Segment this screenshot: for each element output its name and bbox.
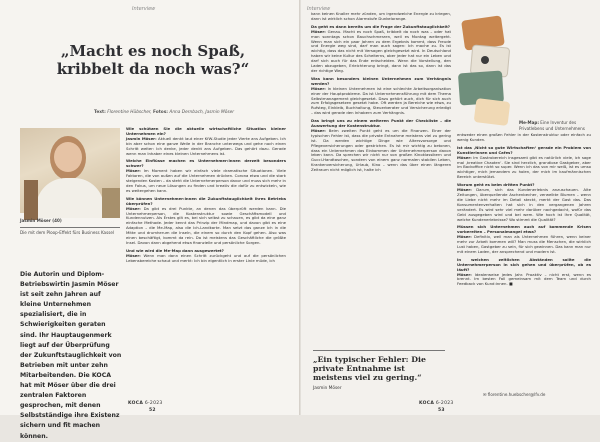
portrait-caption — [20, 218, 120, 236]
intro-paragraph: Die Autorin und Diplom-Betriebswirtin Jasmin Möser ist seit zehn Jahren auf kleine Unternehmen spezialisiert, die in Schwierigkeiten geraten sind. Ihr Hauptaugenmerk liegt auf der Überprüfung der Zukunftstauglichkeit von Betrieben mit unter zehn Mitarbeitenden. Die KOCA hat mit Möser über die drei zentralen Faktoren gesprochen, mit denen Selbstständige ihre Existenz sichern und fit machen können. — [20, 271, 122, 440]
me-map-image — [457, 16, 517, 128]
portrait-description: Die mit dem Ploop-Effekt fürs Business Kassel — [20, 230, 114, 236]
qa-block: Worum geht es beim dritten Punkt? Möser: Darum, sich das Kundenerlebnis anzuschauen. Alte Zeitungen, überquellende Aschenbecher, verwelkte Blumen – wenn die Liebe nicht mehr im Detail steckt, merkt der Gast das. Das Konsumentenverhalten hat sich in den vergangenen Jahren verändert. Es wird sehr viel mehr darüber nachgedacht, wofür das Geld ausgegeben wird und bei wem. Wie hoch ist Ihre Qualität, welche Kundenerlebnisse? Wo stimmt die Qualität? — [457, 182, 591, 222]
right-page — [301, 0, 600, 415]
page-number: 52 — [149, 408, 156, 413]
page-number: 53 — [438, 408, 445, 413]
qa-block: Da geht es dann bereits um die Frage der Zukunftstauglichkeit? Möser: Genau. Macht es noch Spaß, kribbelt da noch was – oder hat man sonntags schon Bauchschmerzen, weil es Montag weitergeht. Wenn man sich ein paar Jahren zu dem Ergebnis kommt, dass Freude und Energie weg sind, darf man auch sagen: Ich mache zu. Es ist wichtig, dass das nicht mit Versagen gleichgesetzt wird. In Deutschland haben wir keine Kultur des Scheiterns, aber jeder hat nur ein Leben und darf sich auch für das Ende entscheiden. Wenn die Vorstellung, den Laden abzugeben, Erleichterung bringt, dann ist das so, dann ist das der richtige Weg. — [311, 23, 451, 73]
qa-block: In welchen zeitlichen Abständen sollte die Unternehmerperson in sich gehen und überprüfen, ob es läuft? Möser: Idealerweise jedes Jahr. Proaktiv – nicht erst, wenn es brennt. Im besten Fall gemeinsam mit dem Team und durch Feedback von Kund:innen. ■ — [457, 256, 591, 287]
qa-block: Was kann besonders kleinen Unternehmen zum Verhängnis werden? Möser: In kleinen Unternehmen ist eine schlechte Arbeitsorganisation einer der Hauptprobleme. Da ist Unternehmensführung mit dem Thema Selbstmanagement gleichgesetzt. Dazu gehört auch, dich für sich auch zum Erfolgsgesetzen gesetzt habe. Oft werden ja Bereiche wie etwa, zu Rufsteg, Einkleib, Buchhaltung, Steuerberater und Versicherung erledigt – das wird gerade den Inhabern zum Verhängnis. — [311, 75, 451, 116]
page-category: Interview — [132, 6, 156, 12]
qa-block: Ist das ‚Nicht so gute Wirtschaften‘ gerade ein Problem von Kunstlerinnen und Cafes? Möser: Im Gastrobereich insgesamt gibt es natürlich viele, ich sage mal ‚kreative Chaoten‘. Sie sind herzlich, grandiose Gastgeber, aber im Backoffice nicht so super. Wenn ich das von mir weiß, ist es umso wichtiger, mich jemandem zu holen, der mich im kaufmännischen Bereich unterstützt. — [457, 144, 591, 180]
qa-block: Das bringt uns zu einem weiteren Punkt der Checkliste – die Auswertung der Kostenstruktur. Möser: Beim zweiten Punkt geht es um die Finanzen. Einer der typischen Fehler ist, dass die private Entnahme meistens viel zu gering ist. Da werden wichtige Dinge wie Altersvorsorge und Pflegeversicherungen oder gestrichen. Es ist mir wichtig zu betonen, dass ein Unternehmen das Einkommen der Unternehmerperson davon leben kann. Da sprechen wir nicht nur von großen Kinoklassikern und Gucci-Handtaschen, sondern von einem ganz normalen stabilen Leben, Krankenversicherung, Urlaub, Kino – wenn das über einen längeren Zeitraum nicht möglich ist, halte ich — [311, 118, 451, 173]
pull-quote-author: Jasmin Möser — [313, 386, 342, 392]
qa-block: Wie schützen Sie die aktuelle wirtschaftliche Situation kleiner Unternehmen ein? Jasmin Möser: Aktuell denkt laut einer KfW-Studie jeder Vierte ans Aufgeben. Ich bin aber schon eine ganze Weile in der Branche unterwegs und gehe noch einen Schritt weiter: Ich denke, jeder denkt ans Aufgeben. Das gehört dazu. Gerade wenn man Inhaber eines kleinen Unternehmens ist. — [126, 126, 286, 156]
page-footer: KOCA 6-2023 — [128, 401, 163, 406]
interview-column — [126, 127, 286, 397]
pull-quote-text: „Ein typischer Fehler: Die private Entnahme ist meistens viel zu gering.“ — [313, 354, 426, 382]
image-caption: Me-Map: Eine Inventur des Privatlebens und Unternehmens — [519, 120, 585, 131]
pull-quote — [313, 350, 445, 391]
qa-block: Müssen sich Unternehmen auch auf kommende Krisen vorbereiten – Personalmangel etwa? Möser: Definitiv, weil man als Unternehmen führen, wenn keiner mehr zur Arbeit kommen will? Man muss die Menschen, die wirklich Lust haben, Gastgeber zu sein, für sich gewinnen. Das kann man nur mit einem Laden, der ansprechend und modern ist. — [457, 224, 591, 254]
qa-block: Wie können Unternehmer:innen die Zukunftstauglichkeit ihres Betriebs überprüfen? Möser: Da gibt es drei Punkte, an denen das überprüft werden kann. Die Unternehmerperson, die Kostenstruktur sowie Geschäftsmodell und Kundennutzen. Als Erstes gilt es, bei sich selbst zu schauen, es gibt da eine ganz einfache Methode. Jeder kennt das Prinzip der Mindmap, und davon gibt es eine Adaption – die Me-Map, also die Ich-Landkarte. Man setzt das ganze Ich in die Mitte und drumherum die Inseln, die einem so durch den Kopf gehen. Also was einen beschäftigt, kommt da rein. Da ist meistens das Geschäftliche die größte Insel. Davon dann abgehend etwa finanzielle und persönliche Sorgen. — [126, 195, 286, 245]
portrait-name: Jasmin Möser (40) — [20, 218, 62, 223]
interview-column-1: kann keinen Knaller mehr zünden, um irgendwelche Energie zu kriegen, dann ist wirklich schon Alarmstufe Dunkelorange. Da geht es dann bereits um die Frage der Zukunftstauglichkeit? Möser: Genau. Macht es noch Spaß, kribbelt da noch was – oder hat man sonntags schon Bauchschmerzen, weil es Montag weitergeht. Wenn man sich ein paar Jahren zu dem Ergebnis kommt, dass Freude und Energie weg sind, darf man auch sagen: Ich mache zu. Es ist wichtig, dass das nicht mit Versagen gleichgesetzt wird. In Deutschland haben wir keine Kultur des Scheiterns, aber jeder hat nur ein Leben und darf sich auch für das Ende entscheiden. Wenn die Vorstellung, den Laden abzugeben, Erleichterung bringt, dann ist das so, dann ist das der richtige Weg. Was kann besonders kleinen Unternehmen zum Verhängnis werden? Möser: In kleinen Unternehmen ist eine schlechte Arbeitsorganisation einer der Hauptprobleme. Da ist Unternehmensführung mit dem Thema Selbstmanagement gleichgesetzt. Dazu gehört auch, dich für sich auch zum Erfolgsgesetzen gesetzt habe. Oft werden ja Bereiche wie etwa, zu Rufsteg, Einkleib, Buchhaltung, Steuerberater und Versicherung erledigt – das wird gerade den Inhabern zum Verhängnis. Das bringt uns zu einem weiteren Punkt der Checkliste – die Auswertung der Kostenstruktur. Möser: Beim zweiten Punkt geht es um die Finanzen. Einer der typischen Fehler ist, dass die private Entnahme meistens viel zu gering ist. Da werden wichtige Dinge wie Altersvorsorge und Pflegeversicherungen oder gestrichen. Es ist mir wichtig zu betonen, dass ein Unternehmen das Einkommen der Unternehmerperson davon leben kann. Da sprechen wir nicht nur von großen Kinoklassikern und Gucci-Handtaschen, sondern von einem ganz normalen stabilen Leben, Krankenversicherung, Urlaub, Kino – wenn das über einen längeren Zeitraum nicht möglich ist, halte ich — [311, 11, 451, 173]
page-category: Interview — [307, 6, 331, 12]
qa-block: Welche Einflüsse machen es Unternehmer:innen derzeit besonders schwer? Möser: Im Moment haben wir einfach viele dramatische Situationen. Viele Faktoren, die von außen auf die Unternehmen drücken. Corona etwa und die stark steigenden Kosten – da steht die Unternehmerperson davor und muss sich mehr in den Fokus, um neue Lösungen zu finden und kreativ die dafür zu entwickeln, wie es weitergehen kann. — [126, 158, 286, 193]
page-footer: KOCA 6-2023 — [419, 401, 454, 406]
portrait-photo — [20, 128, 120, 213]
qa-block: Und wie wird die Me-Map dann ausgewertet? Möser: Wenn man dann einen Schritt zurückgeht und auf die persönlichen Lebensbereiche schaut und merkt: Ich bin eigentlich in erster Linie müde, ich — [126, 247, 286, 263]
end-mark-icon: ■ — [508, 281, 513, 287]
interview-column-2: entweder einen großen Fehler in der Kostenstruktur oder einfach zu wenig Kunden. Ist das ‚Nicht so gute Wirtschaften‘ gerade ein Problem von Kunstlerinnen und Cafes? Möser: Im Gastrobereich insgesamt gibt es natürlich viele, ich sage mal ‚kreative Chaoten‘. Sie sind herzlich, grandiose Gastgeber, aber im Backoffice nicht so super. Wenn ich das von mir weiß, ist es umso wichtiger, mich jemandem zu holen, der mich im kaufmännischen Bereich unterstützt. Worum geht es beim dritten Punkt? Möser: Darum, sich das Kundenerlebnis anzuschauen. Alte Zeitungen, überquellende Aschenbecher, verwelkte Blumen – wenn die Liebe nicht mehr im Detail steckt, merkt der Gast das. Das Konsumentenverhalten hat sich in den vergangenen Jahren verändert. Es wird sehr viel mehr darüber nachgedacht, wofür das Geld ausgegeben wird und bei wem. Wie hoch ist Ihre Qualität, welche Kundenerlebnisse? Wo stimmt die Qualität? Müssen sich Unternehmen auch auf kommende Krisen vorbereiten – Personalmangel etwa? Möser: Definitiv, weil man als Unternehmen führen, wenn keiner mehr zur Arbeit kommen will? Man muss die Menschen, die wirklich Lust haben, Gastgeber zu sein, für sich gewinnen. Das kann man nur mit einem Laden, der ansprechend und modern ist. In welchen zeitlichen Abständen sollte die Unternehmerperson in sich gehen und überprüfen, ob es läuft? Möser: Idealerweise jedes Jahr. Proaktiv – nicht erst, wenn es brennt. Im besten Fall gemeinsam mit dem Team und durch Feedback von Kund:innen. ■ — [457, 132, 591, 287]
author-email: ✉ florentine.huebscher@lfv.de — [483, 392, 546, 397]
article-title: „Macht es noch Spaß, kribbelt da noch was?“ — [56, 42, 250, 78]
article-credits: Text: Florentine Hübscher, Fotos: Anna Dernbach, Jasmin Möser — [94, 110, 234, 115]
left-page — [0, 0, 299, 440]
